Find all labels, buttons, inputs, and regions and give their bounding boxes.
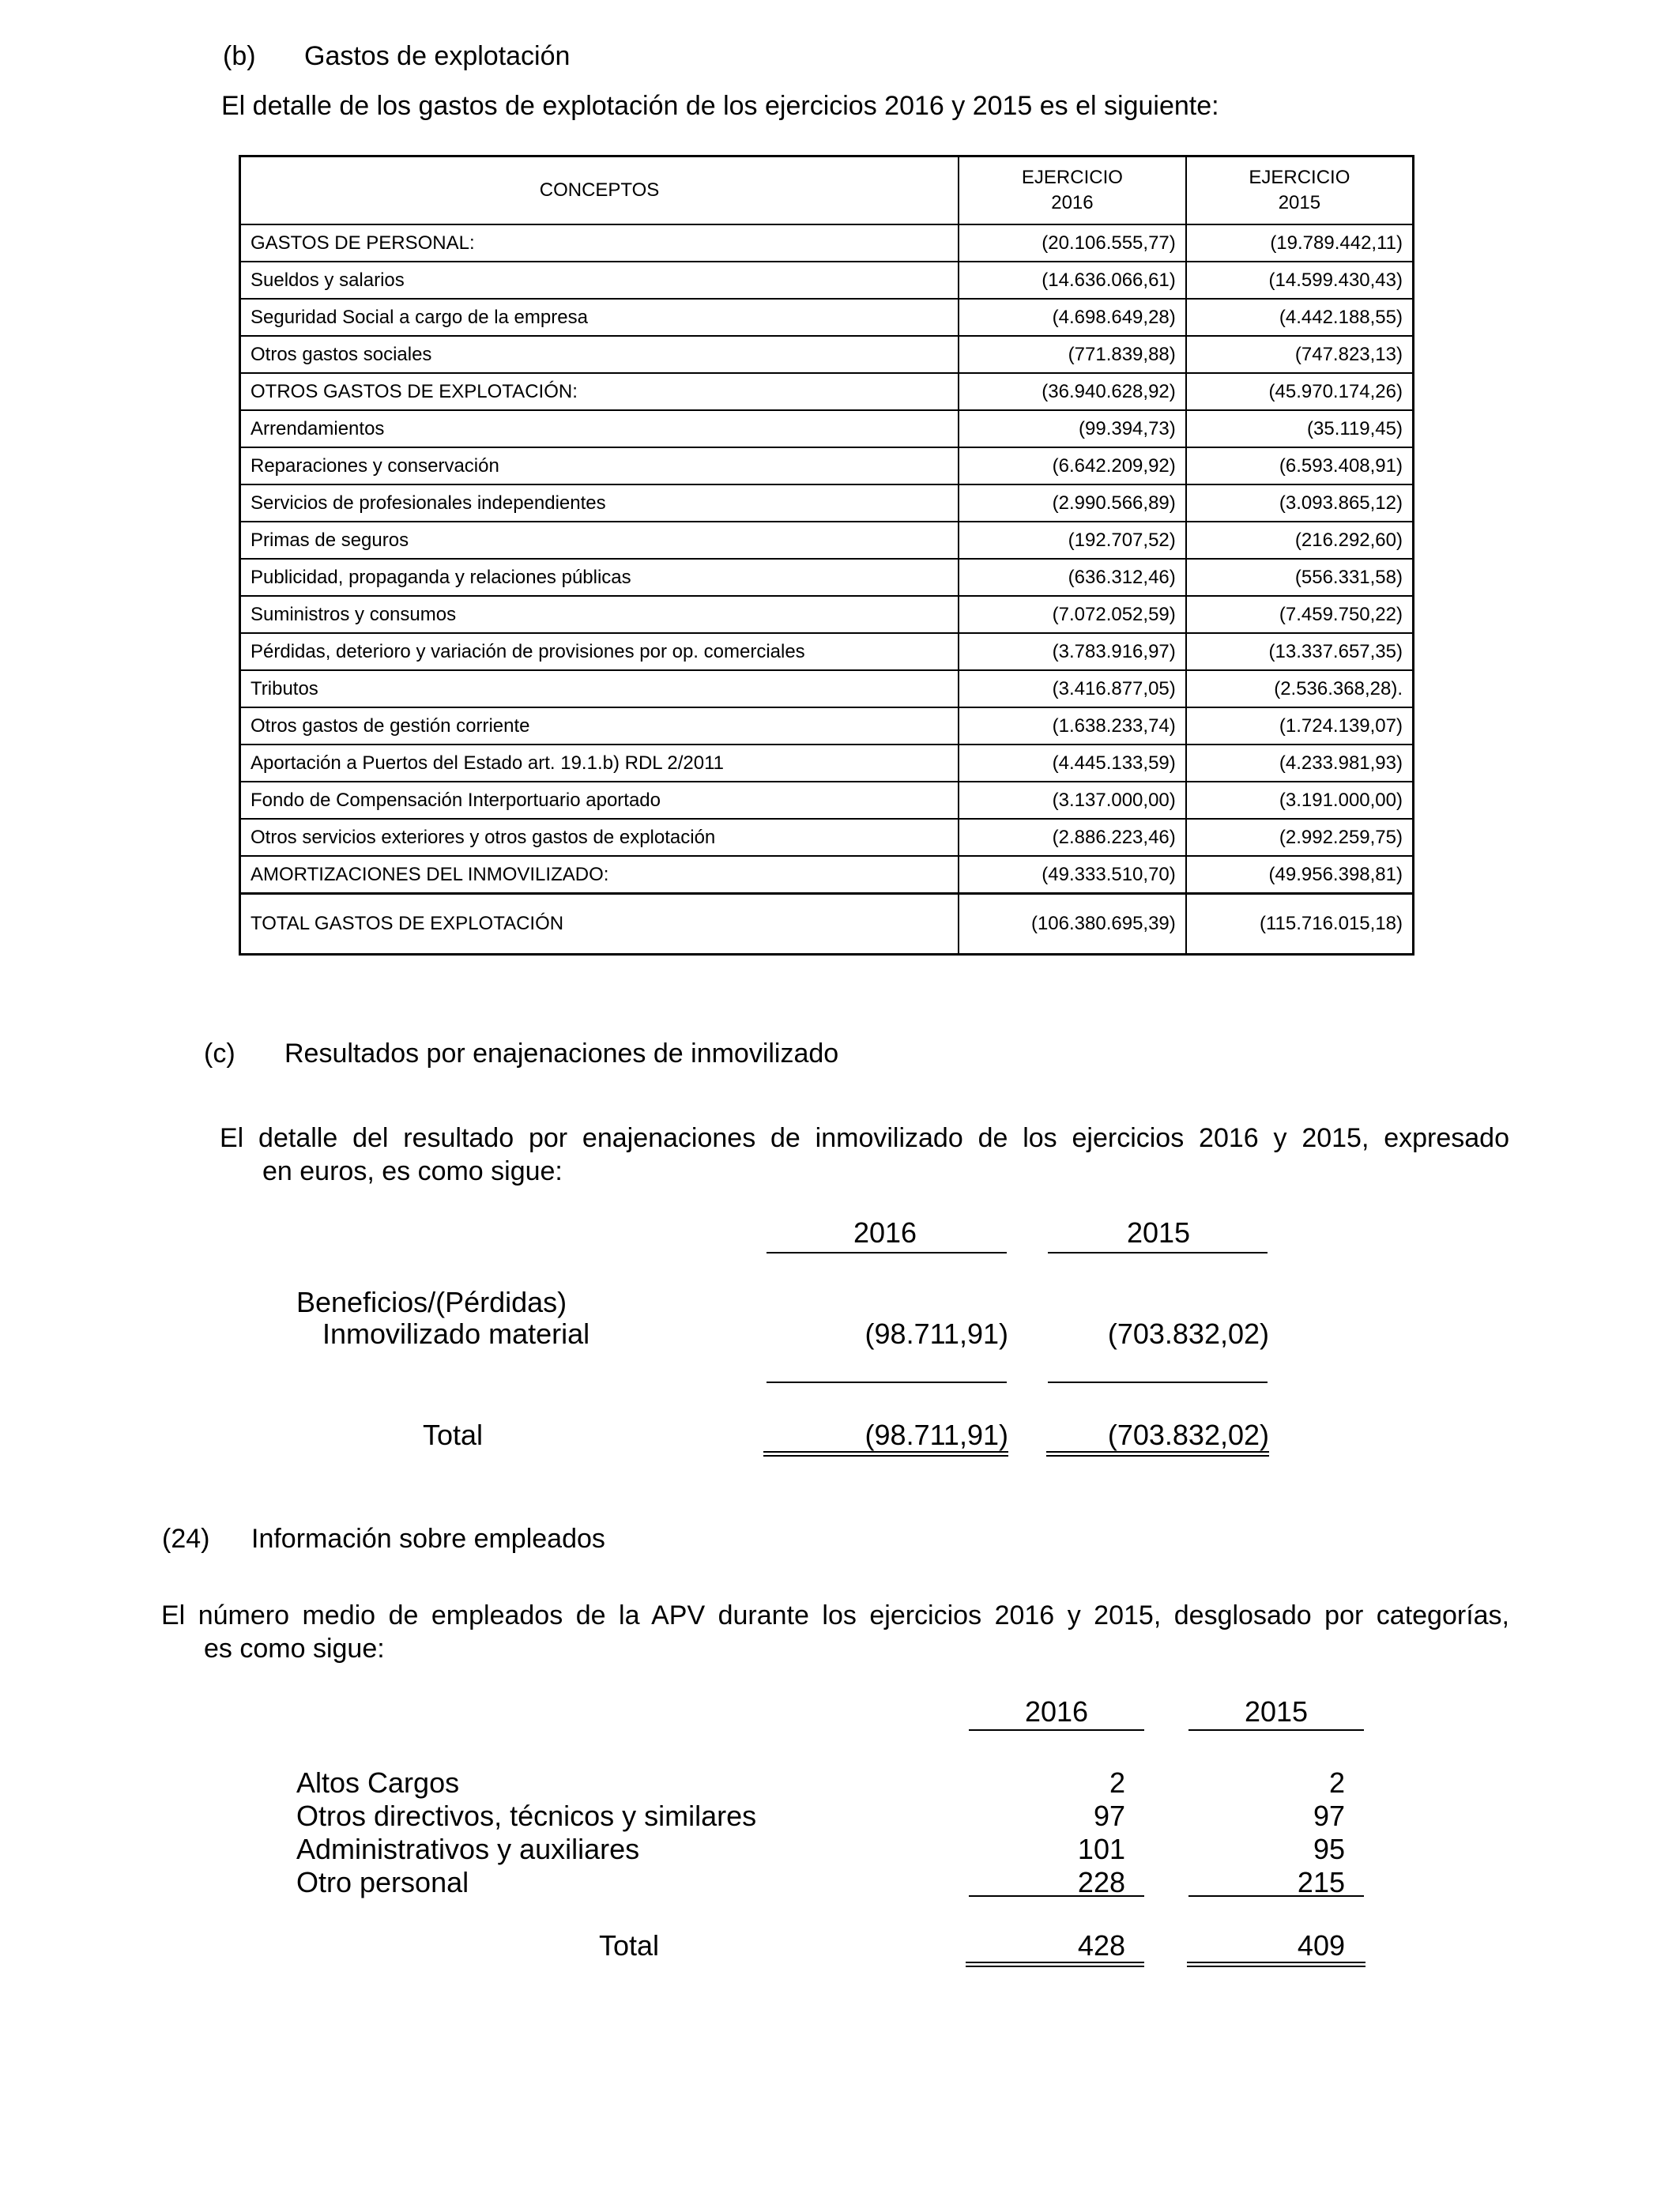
row-value-2016: (14.636.066,61) — [959, 262, 1186, 299]
section-24-header-rule-2016 — [969, 1729, 1144, 1731]
row-value-2016: (99.394,73) — [959, 410, 1186, 447]
section-c-subtotal-rule-2016 — [767, 1382, 1007, 1383]
row-value-2015: (4.442.188,55) — [1186, 299, 1414, 336]
row-value-2015: (2.992.259,75) — [1186, 819, 1414, 856]
row-concept: Suministros y consumos — [240, 596, 959, 633]
section-c-intro-line1: El detalle del resultado por enajenaciones de inmovilizado de los ejercicios 2016 y 2015, expresado — [220, 1123, 1509, 1153]
section-b-title: Gastos de explotación — [304, 41, 571, 71]
section-c-total-label: Total — [423, 1419, 484, 1451]
section-b-intro: El detalle de los gastos de explotación de los ejercicios 2016 y 2015 es el siguiente: — [221, 91, 1219, 121]
row-value-2016: (36.940.628,92) — [959, 373, 1186, 410]
expenses-row — [240, 707, 1414, 745]
row-concept: TOTAL GASTOS DE EXPLOTACIÓN — [240, 894, 959, 955]
row-concept: Servicios de profesionales independientes — [240, 484, 959, 522]
section-c-total-2016: (98.711,91) — [864, 1419, 1008, 1451]
employee-count-2016: 2 — [1109, 1766, 1125, 1799]
row-value-2015: (35.119,45) — [1186, 410, 1414, 447]
row-value-2016: (636.312,46) — [959, 559, 1186, 596]
employee-count-2015: 95 — [1313, 1833, 1345, 1865]
header-2016: EJERCICIO 2016 — [959, 156, 1186, 225]
row-value-2016: (7.072.052,59) — [959, 596, 1186, 633]
row-value-2016: (106.380.695,39) — [959, 894, 1186, 955]
row-value-2015: (19.789.442,11) — [1186, 224, 1414, 262]
expenses-row — [240, 559, 1414, 596]
section-24-subtotal-rule-2016 — [969, 1895, 1144, 1897]
expenses-row — [240, 299, 1414, 336]
section-c-total-2015: (703.832,02) — [1107, 1419, 1269, 1451]
section-24-intro-line2: es como sigue: — [204, 1634, 385, 1664]
section-24-col-2015: 2015 — [1244, 1695, 1309, 1728]
row-value-2015: (747.823,13) — [1186, 336, 1414, 373]
row-value-2016: (49.333.510,70) — [959, 856, 1186, 894]
employee-category-label: Administrativos y auxiliares — [296, 1833, 640, 1865]
section-24-total-rule-2016 — [966, 1962, 1144, 1967]
row-value-2015: (13.337.657,35) — [1186, 633, 1414, 670]
section-c-group-label: Beneficios/(Pérdidas) — [296, 1286, 567, 1318]
row-value-2016: (771.839,88) — [959, 336, 1186, 373]
expenses-row — [240, 856, 1414, 894]
expenses-row — [240, 596, 1414, 633]
section-24-intro-line1: El número medio de empleados de la APV durante los ejercicios 2016 y 2015, desglosado por categorías, — [161, 1600, 1509, 1630]
row-concept: Pérdidas, deterioro y variación de provisiones por op. comerciales — [240, 633, 959, 670]
row-value-2016: (4.445.133,59) — [959, 745, 1186, 782]
row-value-2015: (1.724.139,07) — [1186, 707, 1414, 745]
section-c-header-rule-2016 — [767, 1252, 1007, 1253]
expenses-row — [240, 447, 1414, 484]
row-value-2015: (2.536.368,28). — [1186, 670, 1414, 707]
row-concept: Primas de seguros — [240, 522, 959, 559]
row-value-2016: (3.416.877,05) — [959, 670, 1186, 707]
section-24-subtotal-rule-2015 — [1188, 1895, 1364, 1897]
section-c-subtotal-rule-2015 — [1048, 1382, 1268, 1383]
section-c-row-2016: (98.711,91) — [864, 1318, 1008, 1350]
employee-category-label: Otros directivos, técnicos y similares — [296, 1800, 757, 1832]
section-24-total-rule-2015 — [1187, 1962, 1365, 1967]
row-concept: Publicidad, propaganda y relaciones públicas — [240, 559, 959, 596]
row-concept: Fondo de Compensación Interportuario aportado — [240, 782, 959, 819]
row-value-2016: (2.886.223,46) — [959, 819, 1186, 856]
row-value-2015: (45.970.174,26) — [1186, 373, 1414, 410]
row-concept: Otros servicios exteriores y otros gastos de explotación — [240, 819, 959, 856]
employee-category-label: Altos Cargos — [296, 1766, 460, 1799]
header-concepts: CONCEPTOS — [240, 156, 959, 225]
employee-count-2016: 101 — [1077, 1833, 1125, 1865]
section-c-label: (c) — [204, 1039, 235, 1069]
row-value-2015: (6.593.408,91) — [1186, 447, 1414, 484]
section-b-label: (b) — [223, 41, 256, 71]
section-c-row-2015: (703.832,02) — [1107, 1318, 1269, 1350]
expenses-row — [240, 373, 1414, 410]
row-concept: Arrendamientos — [240, 410, 959, 447]
expenses-total-row — [240, 894, 1414, 955]
row-value-2015: (7.459.750,22) — [1186, 596, 1414, 633]
section-24-total-2016: 428 — [1077, 1929, 1125, 1962]
row-value-2016: (3.137.000,00) — [959, 782, 1186, 819]
row-concept: GASTOS DE PERSONAL: — [240, 224, 959, 262]
row-concept: AMORTIZACIONES DEL INMOVILIZADO: — [240, 856, 959, 894]
row-value-2016: (4.698.649,28) — [959, 299, 1186, 336]
row-value-2016: (2.990.566,89) — [959, 484, 1186, 522]
expenses-row — [240, 410, 1414, 447]
employee-count-2015: 2 — [1328, 1766, 1345, 1799]
section-c-col-2015: 2015 — [1126, 1216, 1191, 1249]
employee-count-2016: 228 — [1077, 1866, 1125, 1898]
row-concept: Seguridad Social a cargo de la empresa — [240, 299, 959, 336]
section-c-col-2016: 2016 — [853, 1216, 917, 1249]
expenses-row — [240, 633, 1414, 670]
expenses-row — [240, 670, 1414, 707]
row-concept: Reparaciones y conservación — [240, 447, 959, 484]
row-concept: Sueldos y salarios — [240, 262, 959, 299]
section-c-header-rule-2015 — [1048, 1252, 1268, 1253]
expenses-row — [240, 336, 1414, 373]
section-c-total-rule-2016 — [763, 1451, 1008, 1457]
section-24-title: Información sobre empleados — [251, 1524, 605, 1554]
section-c-title: Resultados por enajenaciones de inmovilizado — [284, 1039, 839, 1069]
row-value-2015: (216.292,60) — [1186, 522, 1414, 559]
section-c-intro-line2: en euros, es como sigue: — [262, 1156, 563, 1186]
expenses-row — [240, 224, 1414, 262]
expenses-row — [240, 522, 1414, 559]
expenses-row — [240, 484, 1414, 522]
section-24-label: (24) — [162, 1524, 210, 1554]
row-value-2015: (3.093.865,12) — [1186, 484, 1414, 522]
expenses-row — [240, 819, 1414, 856]
row-value-2015: (115.716.015,18) — [1186, 894, 1414, 955]
section-24-col-2016: 2016 — [1024, 1695, 1089, 1728]
employee-count-2015: 215 — [1297, 1866, 1345, 1898]
header-2015: EJERCICIO 2015 — [1186, 156, 1414, 225]
row-value-2016: (20.106.555,77) — [959, 224, 1186, 262]
expenses-table — [239, 155, 1414, 956]
section-24-total-label: Total — [599, 1929, 660, 1962]
row-concept: Otros gastos de gestión corriente — [240, 707, 959, 745]
row-value-2015: (4.233.981,93) — [1186, 745, 1414, 782]
employee-count-2015: 97 — [1313, 1800, 1345, 1832]
row-value-2016: (1.638.233,74) — [959, 707, 1186, 745]
expenses-row — [240, 745, 1414, 782]
section-24-header-rule-2015 — [1188, 1729, 1364, 1731]
employee-category-label: Otro personal — [296, 1866, 469, 1898]
employee-count-2016: 97 — [1093, 1800, 1125, 1832]
row-concept: Tributos — [240, 670, 959, 707]
section-c-total-rule-2015 — [1046, 1451, 1269, 1457]
expenses-header-row — [240, 156, 1414, 225]
row-value-2016: (3.783.916,97) — [959, 633, 1186, 670]
row-value-2015: (556.331,58) — [1186, 559, 1414, 596]
row-value-2015: (3.191.000,00) — [1186, 782, 1414, 819]
row-value-2015: (49.956.398,81) — [1186, 856, 1414, 894]
section-24-total-2015: 409 — [1297, 1929, 1345, 1962]
row-concept: OTROS GASTOS DE EXPLOTACIÓN: — [240, 373, 959, 410]
expenses-row — [240, 262, 1414, 299]
row-value-2016: (192.707,52) — [959, 522, 1186, 559]
row-concept: Aportación a Puertos del Estado art. 19.1.b) RDL 2/2011 — [240, 745, 959, 782]
section-c-row-label: Inmovilizado material — [322, 1318, 590, 1350]
expenses-row — [240, 782, 1414, 819]
row-value-2015: (14.599.430,43) — [1186, 262, 1414, 299]
row-value-2016: (6.642.209,92) — [959, 447, 1186, 484]
row-concept: Otros gastos sociales — [240, 336, 959, 373]
